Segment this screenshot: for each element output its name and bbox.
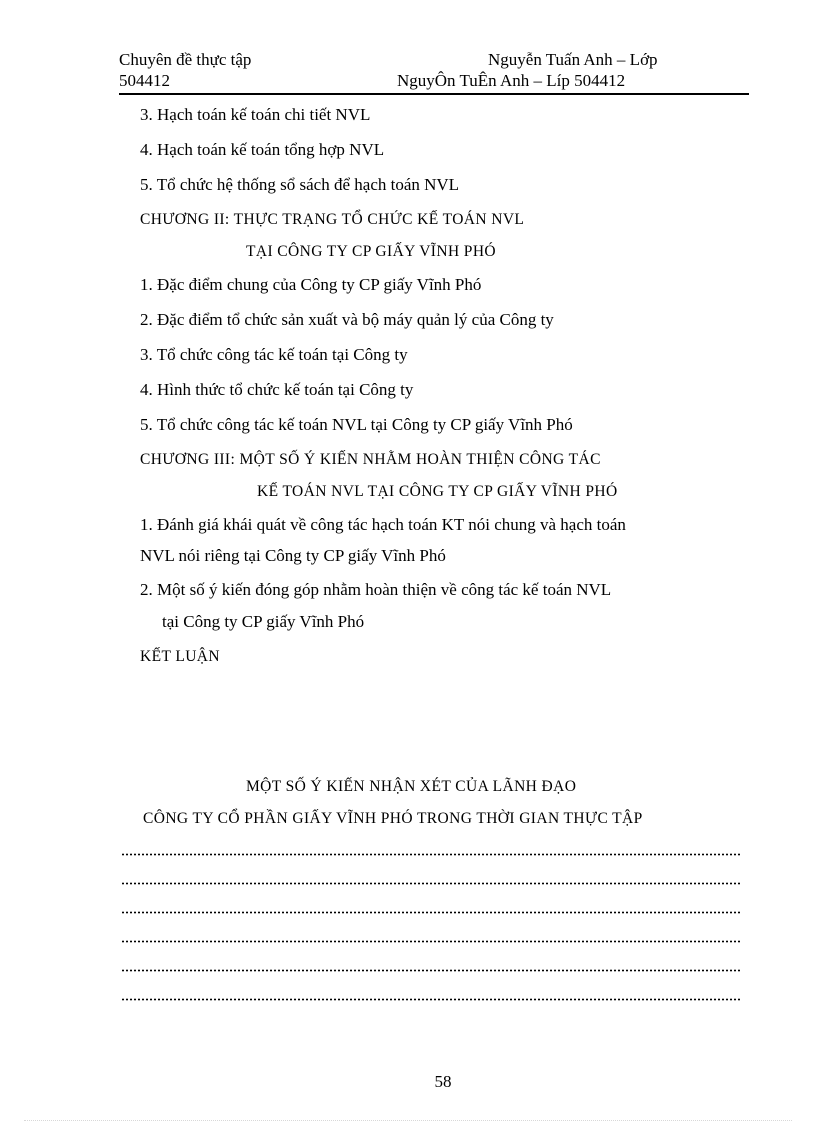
dotted-line-5 [121, 969, 742, 972]
dotted-line-4 [121, 940, 742, 943]
toc-item-3-1: 1. Đánh giá khái quát về công tác hạch toán KT nói chung và hạch toán [140, 515, 626, 534]
chapter-2-heading-cont: TẠI CÔNG TY CP GIẤY VĨNH PHÓ [246, 243, 497, 260]
toc-item-2-2: 2. Đặc điểm tổ chức sản xuất và bộ máy quản lý của Công ty [140, 310, 554, 329]
header-rule [119, 93, 749, 95]
header-subject: Chuyên đề thực tập [119, 50, 252, 69]
chapter-3-heading: CHƯƠNG III: MỘT SỐ Ý KIẾN NHẰM HOÀN THIỆN CÔNG TÁC [140, 451, 601, 468]
toc-item-3-2-cont: tại Công ty CP giấy Vĩnh Phó [162, 612, 365, 631]
toc-item-1-4: 4. Hạch toán kế toán tổng hợp NVL [140, 140, 385, 159]
dotted-line-2 [121, 882, 742, 885]
toc-item-2-4: 4. Hình thức tổ chức kế toán tại Công ty [140, 380, 414, 399]
chapter-3-heading-cont: KẾ TOÁN NVL TẠI CÔNG TY CP GIẤY VĨNH PHÓ [257, 483, 618, 500]
page-edge [24, 1120, 792, 1121]
toc-item-2-1: 1. Đặc điểm chung của Công ty CP giấy Vĩnh Phó [140, 275, 482, 294]
toc-item-3-1-cont: NVL nói riêng tại Công ty CP giấy Vĩnh Phó [140, 546, 446, 565]
comments-title: MỘT SỐ Ý KIẾN NHẬN XÉT CỦA LÃNH ĐẠO [246, 778, 577, 795]
toc-item-2-3: 3. Tổ chức công tác kế toán tại Công ty [140, 345, 408, 364]
toc-item-1-3: 3. Hạch toán kế toán chi tiết NVL [140, 105, 371, 124]
header-author: Nguyễn Tuấn Anh – Lớp [488, 50, 658, 69]
toc-item-1-5: 5. Tổ chức hệ thống sổ sách để hạch toán NVL [140, 175, 460, 194]
header-author-garbled: NguyÔn TuÊn Anh – Líp 504412 [397, 71, 626, 90]
page-number: 58 [434, 1072, 452, 1091]
conclusion-heading: KẾT LUẬN [140, 648, 220, 665]
chapter-2-heading: CHƯƠNG II: THỰC TRẠNG TỔ CHỨC KẾ TOÁN NVL [140, 211, 525, 228]
dotted-line-6 [121, 998, 742, 1001]
toc-item-3-2: 2. Một số ý kiến đóng góp nhằm hoàn thiện về công tác kế toán NVL [140, 580, 612, 599]
dotted-line-1 [121, 853, 742, 856]
toc-item-2-5: 5. Tổ chức công tác kế toán NVL tại Công ty CP giấy Vĩnh Phó [140, 415, 573, 434]
dotted-line-3 [121, 911, 742, 914]
header-class-code: 504412 [119, 71, 170, 90]
comments-title-cont: CÔNG TY CỔ PHẦN GIẤY VĨNH PHÓ TRONG THỜI GIAN THỰC TẬP [143, 810, 643, 827]
